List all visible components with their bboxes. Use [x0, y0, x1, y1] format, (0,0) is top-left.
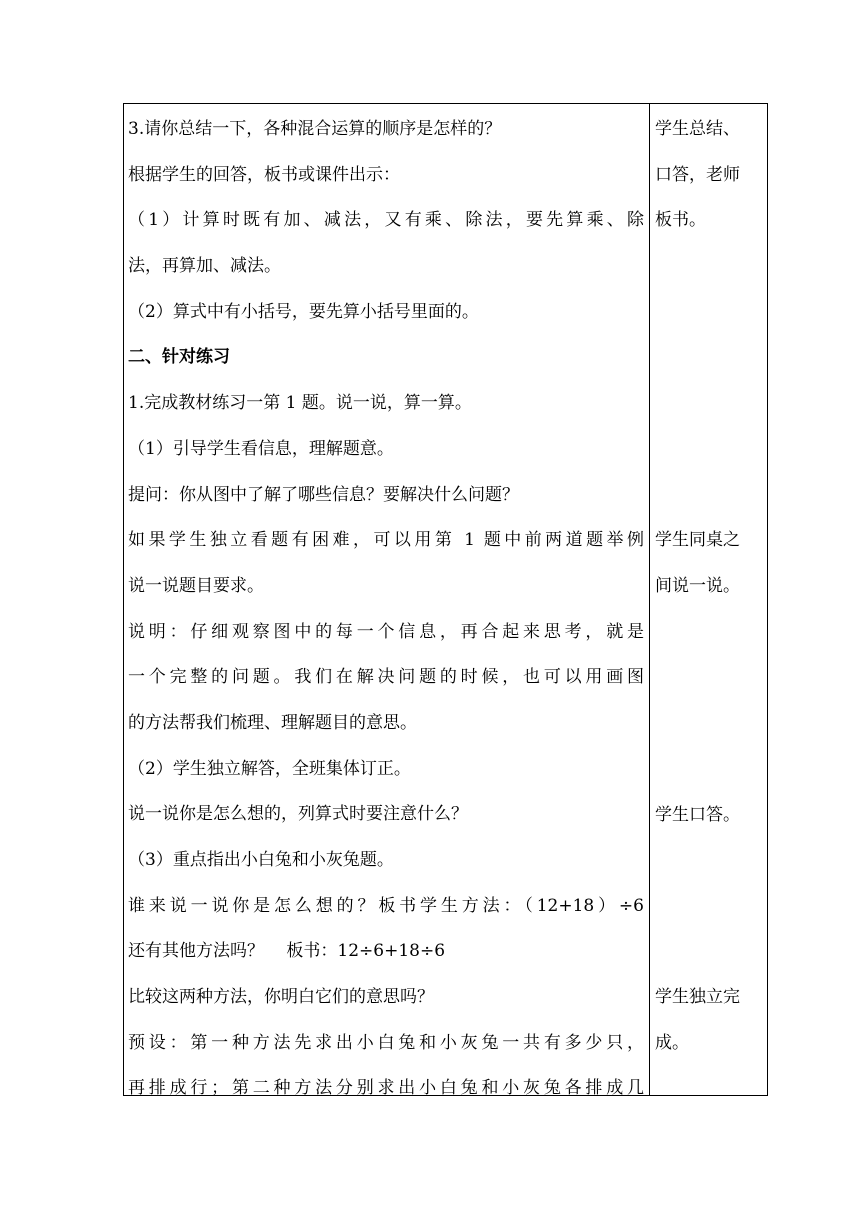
content-line: 如果学生独立看题有困难，可以用第 1 题中前两道题举例 [128, 530, 644, 551]
side-note-line: 间说一说。 [655, 575, 740, 596]
side-note [655, 975, 740, 1066]
side-note-line: 口答，老师 [655, 164, 740, 185]
content-line: 预设：第一种方法先求出小白兔和小灰兔一共有多少只， [128, 1032, 644, 1053]
side-note [655, 793, 740, 839]
side-note-line: 学生总结、 [655, 119, 740, 139]
side-note-line: 学生口答。 [655, 804, 740, 825]
content-line: 的方法帮我们梳理、理解题目的意思。 [128, 712, 417, 733]
content-line: （1）引导学生看信息，理解题意。 [128, 438, 394, 459]
content-line: （2）学生独立解答，全班集体订正。 [128, 758, 411, 779]
side-note-line: 学生同桌之 [655, 530, 740, 551]
content-line: 3.请你总结一下，各种混合运算的顺序是怎样的？ [128, 119, 502, 139]
content-line: 谁来说一说你是怎么想的？板书学生方法：（12+18）÷6 [128, 895, 644, 916]
content-line: （1）计算时既有加、减法，又有乘、除法，要先算乘、除 [128, 210, 644, 231]
content-line: （3）重点指出小白兔和小灰兔题。 [128, 850, 394, 870]
content-line: 法，再算加、减法。 [128, 256, 281, 277]
section-heading: 二、针对练习 [128, 347, 230, 368]
content-line: 比较这两种方法，你明白它们的意思吗？ [128, 987, 434, 1008]
content-line: 根据学生的回答，板书或课件出示： [128, 164, 400, 185]
content-line: 说一说题目要求。 [128, 575, 264, 596]
content-line: 说一说你是怎么想的，列算式时要注意什么？ [128, 804, 468, 825]
side-note-line: 板书。 [655, 210, 706, 231]
content-line: 还有其他方法吗？ 板书：12÷6+18÷6 [128, 941, 446, 962]
content-line: 再排成行；第二种方法分别求出小白兔和小灰兔各排成几 [128, 1078, 644, 1099]
side-note [655, 518, 740, 609]
column-divider [649, 103, 650, 1096]
content-line: 说明：仔细观察图中的每一个信息，再合起来思考，就是 [128, 621, 644, 642]
side-note [655, 107, 740, 244]
side-note-line: 成。 [655, 1032, 689, 1053]
teaching-content-column [128, 107, 644, 1112]
content-line: 一个完整的问题。我们在解决问题的时候，也可以用画图 [128, 667, 644, 688]
content-line: 提问：你从图中了解了哪些信息？要解决什么问题？ [128, 484, 519, 505]
content-line: （2）算式中有小括号，要先算小括号里面的。 [128, 301, 479, 322]
side-note-line: 学生独立完 [655, 987, 740, 1008]
content-line: 1.完成教材练习一第 1 题。说一说，算一算。 [128, 393, 472, 414]
